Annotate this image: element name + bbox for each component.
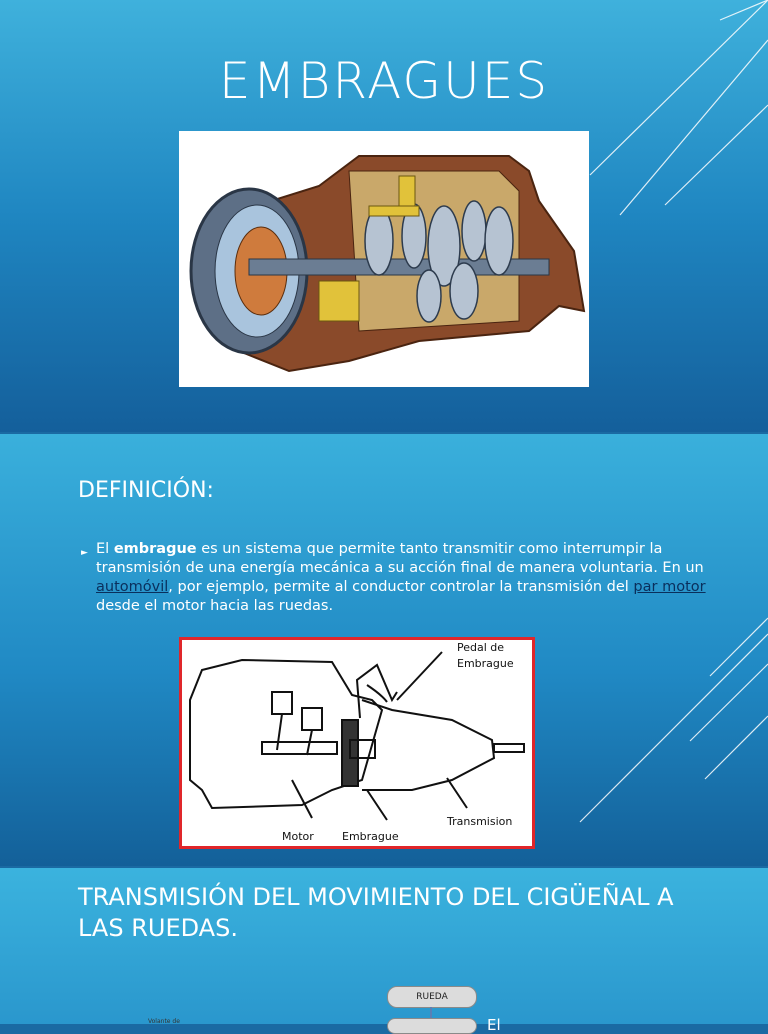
slide-definition [0, 434, 768, 866]
definition-paragraph [81, 540, 706, 616]
clutch-diagram [179, 637, 535, 849]
label-motor: Motor [282, 830, 314, 843]
label-pedal-line1: Pedal de [457, 641, 505, 654]
label-pedal-line2: Embrague [457, 657, 514, 670]
link-par-motor[interactable]: par motor [633, 579, 706, 595]
box-rueda: RUEDA [387, 986, 477, 1008]
label-volante: Volante de [148, 1018, 180, 1025]
text-fragment: El [487, 1016, 501, 1034]
section-heading: DEFINICIÓN: [78, 478, 214, 503]
text-run: es un sistema que permite tanto transmitir como interrumpir la transmisión de una energía mecánica a su acción final de manera voluntaria. En un [96, 541, 704, 576]
bullet-arrow-icon: ► [81, 548, 88, 558]
slide-transmission [0, 868, 768, 1034]
presentation-title: EMBRAGUES [218, 52, 550, 110]
box-partial [387, 1018, 477, 1034]
section-heading: TRANSMISIÓN DEL MOVIMIENTO DEL CIGÜEÑAL A LAS RUEDAS. [78, 883, 674, 942]
text-run: desde el motor hacia las ruedas. [96, 598, 334, 614]
text-run: , por ejemplo, permite al conductor controlar la transmisión del [168, 579, 634, 595]
label-embrague: Embrague [342, 830, 399, 843]
bold-term: embrague [113, 541, 197, 557]
link-automovil[interactable]: automóvil [96, 579, 169, 595]
label-transmision: Transmision [447, 815, 513, 828]
text-run: El [96, 541, 114, 557]
gearbox-cutaway-image [179, 131, 589, 387]
slide-title [0, 0, 768, 432]
